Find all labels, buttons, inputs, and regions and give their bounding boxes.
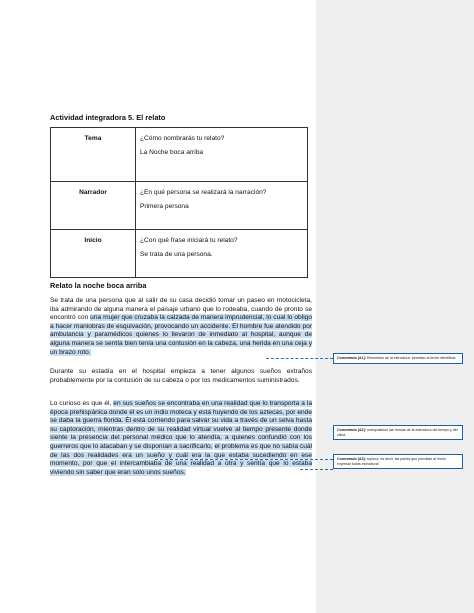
story-paragraph-1[interactable] [50,297,312,357]
comment-box[interactable] [333,425,463,440]
comment-pane [316,0,474,613]
comment-leader-line [300,469,333,470]
comment-box[interactable] [333,353,463,364]
table-question: ¿Cómo nombrarás tu relato? [140,135,225,142]
table-row [51,128,308,182]
comment-author: Comentado [A3]: [337,457,366,461]
paragraph-text: Se trata de una persona que al salir de su casa decidió tomar un paseo en motocicleta, iba admirando de alguna manera el paisaje urbano que lo rodeaba, cuando de pronto se encontró con [50,297,312,322]
comment-leader-line [155,459,333,460]
table-row [51,182,308,230]
table-header-cell: Tema [51,128,136,182]
paragraph-text: Durante su estadía en el hospital empieza a tener algunos sueños extraños probablemente por la contusión de su cabeza o por los medicamentos suministrados. [50,368,312,384]
comment-text: ruptura: es decir, las partes que permitan al lector expresar todas estructural [337,457,446,466]
comment-author: Comentado [A2]: [337,428,366,432]
comment-author: Comentado [A1]: [337,356,366,360]
table-question: ¿Con qué frase iniciará tu relato? [140,237,238,244]
highlighted-text: el problema es que no sabía cuál de las dos realidades era un sueño y cuál era la que estaba sucediendo en ese momento, por que el intercambiaba de una realidad a otra y sentía que lo estaba viviendo sin saber que eran solo unos sueños. [50,442,312,476]
comment-box[interactable] [333,454,463,469]
story-title: Relato la noche boca arriba [50,281,147,290]
table-answer: La Noche boca arriba [140,149,204,156]
story-paragraph-2[interactable] [50,368,312,385]
table-header-cell: Inicio [51,230,136,278]
table-value-cell[interactable] [136,128,308,182]
highlighted-text: en sus sueños se encontraba en una realidad que lo transporta a la época prehispánica donde él es un indio moteca y está huyendo de los aztecas, por ende se daba la guerra florida. Él está corriendo para salvar su vida a través de un selva hasta su captoración, mientras dentro de su realidad virtual vuelve al tiempo presente donde siente la presencia del personal médico que lo atendía, a quienes confundió con los guerreros que lo atacaban y se disponían a sacrificarlo, [50,400,312,450]
comment-text: Elementos de la estructura: permitan al lector identificar [366,356,456,360]
table-row [51,230,308,278]
table-value-cell[interactable] [136,182,308,230]
document-title: Actividad integradora 5. El relato [50,113,166,122]
planning-table [50,127,308,278]
table-answer: Se trata de una persona. [140,251,213,258]
table-question: ¿En qué persona se realizará la narración? [140,189,267,196]
table-header-cell: Narrador [51,182,136,230]
table-value-cell[interactable] [136,230,308,278]
table-answer: Primera persona [140,203,189,210]
comment-text: manipulacion las formas de la estructura del tiempo y del clima [337,428,458,437]
comment-leader-line [266,358,333,359]
story-paragraph-3[interactable] [50,400,312,477]
paragraph-text: Lo curioso es que él, [50,400,114,407]
highlighted-text: una mujer que cruzaba la calzada de manera imprudencial, lo cual lo obligo a hacer maniobras de esquivación, provocando un accidente. El hombre fue atendido por ambulancia y paramédicos quienes lo llevaron de inmediato al hospital, aunque de alguna manera se sentía bien tenía una contusión en la cabeza, una herida en una ceja y un brazo roto. [50,314,312,356]
